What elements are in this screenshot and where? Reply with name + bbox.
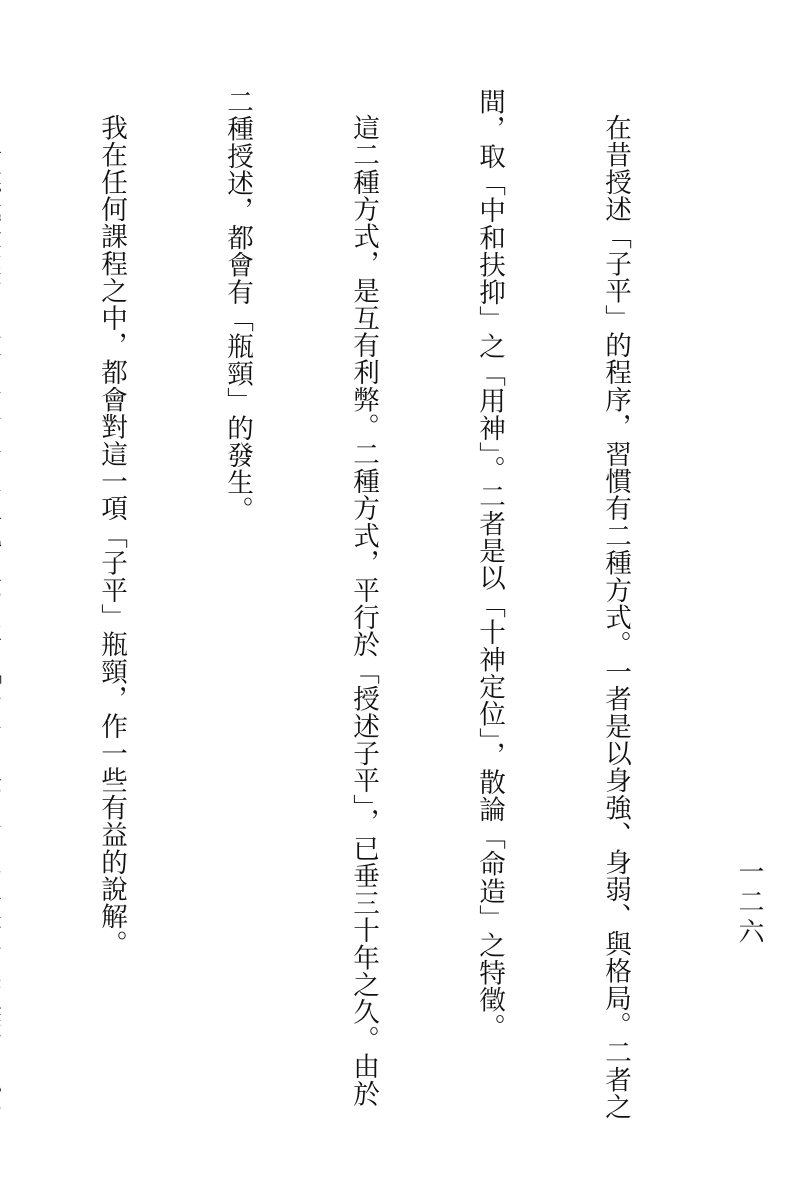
page-number: 一二六 <box>734 858 764 948</box>
text-column-3: 這二種方式，是互有利弊。二種方式，平行於「授述子平」，已垂三十年之久。由於 <box>348 114 379 1108</box>
body-text <box>20 88 720 1188</box>
text-column-2: 間，取「中和扶抑」之「用神」。二者是以「十神定位」，散論「命造」之特徵。 <box>474 88 505 1041</box>
text-column-4: 二種授述，都會有「瓶頸」的發生。 <box>222 88 253 524</box>
text-column-6 <box>0 88 6 1188</box>
text-column-5: 我在任何課程之中，都會對這一項「子平」瓶頸，作一些有益的說解。 <box>96 114 127 958</box>
text-column-1: 在昔授述「子平」的程序，習慣有二種方式。一者是以身強、身弱、與格局。二者之 <box>600 114 631 1121</box>
